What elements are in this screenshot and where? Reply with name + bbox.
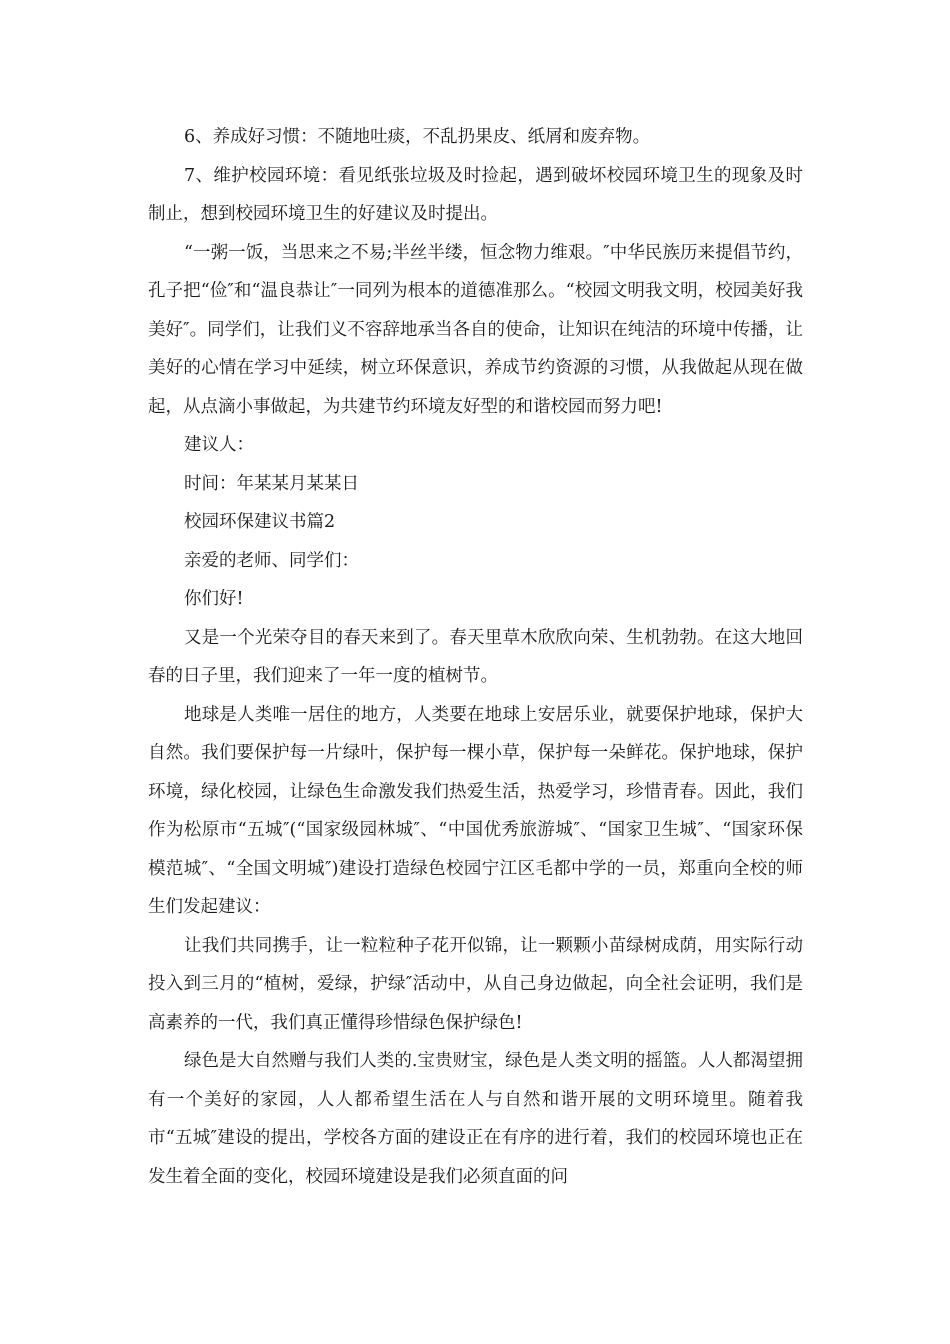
section-title: 校园环保建议书篇2 (184, 512, 336, 532)
paragraph-spring: 又是一个光荣夺目的春天来到了。春天里草木欣欣向荣、生机勃勃。在这大地回春的日子里，我们迎来了一年一度的植树节。 (148, 627, 803, 686)
paragraph-join-hands: 让我们共同携手，让一粒粒种子花开似锦，让一颗颗小苗绿树成荫，用实际行动投入到三月的“植树，爱绿，护绿″活动中，从自己身边做起，向全社会证明，我们是高素养的一代，我们真正懂得珍惜绿色保护绿色! (148, 935, 803, 1033)
date-line: 时间：年某某月某某日 (184, 473, 359, 494)
paragraph-maintain-environment: 7、维护校园环境：看见纸张垃圾及时捡起，遇到破坏校园环境卫生的现象及时制止，想到校园环境卫生的好建议及时提出。 (148, 165, 803, 224)
paragraph-green: 绿色是大自然赠与我们人类的.宝贵财宝，绿色是人类文明的摇篮。人人都渴望拥有一个美好的家园，人人都希望生活在人与自然和谐开展的文明环境里。随着我市“五城″建设的提出，学校各方面的建设正在有序的进行着，我们的校园环境也正在发生着全面的变化，校园环境建设是我们必须直面的问 (148, 1051, 803, 1187)
paragraph-thrift: “一粥一饭，当思来之不易;半丝半缕，恒念物力维艰。″中华民族历来提倡节约，孔子把“俭″和“温良恭让″一同列为根本的道德准那么。“校园文明我文明，校园美好我美好″。同学们，让我们义不容辞地承当各自的使命，让知识在纯洁的环境中传播，让美好的心情在学习中延续，树立环保意识，养成节约资源的习惯，从我做起从现在做起，从点滴小事做起，为共建节约环境友好型的和谐校园而努力吧! (148, 242, 803, 417)
document-body (148, 118, 803, 1196)
proposer-line: 建议人： (184, 435, 254, 455)
paragraph-earth: 地球是人类唯一居住的地方，人类要在地球上安居乐业，就要保护地球，保护大自然。我们要保护每一片绿叶，保护每一棵小草，保护每一朵鲜花。保护地球，保护环境，绿化校园，让绿色生命激发我们热爱生活，热爱学习，珍惜青春。因此，我们作为松原市“五城″(“国家级园林城″、“中国优秀旅游城″、“国家卫生城″、“国家环保模范城″、“全国文明城″)建设打造绿色校园宁江区毛都中学的一员，郑重向全校的师生们发起建议： (148, 704, 803, 917)
greeting: 你们好! (184, 589, 244, 609)
salutation: 亲爱的老师、同学们： (184, 550, 359, 571)
paragraph-habit: 6、养成好习惯：不随地吐痰，不乱扔果皮、纸屑和废弃物。 (184, 127, 651, 147)
